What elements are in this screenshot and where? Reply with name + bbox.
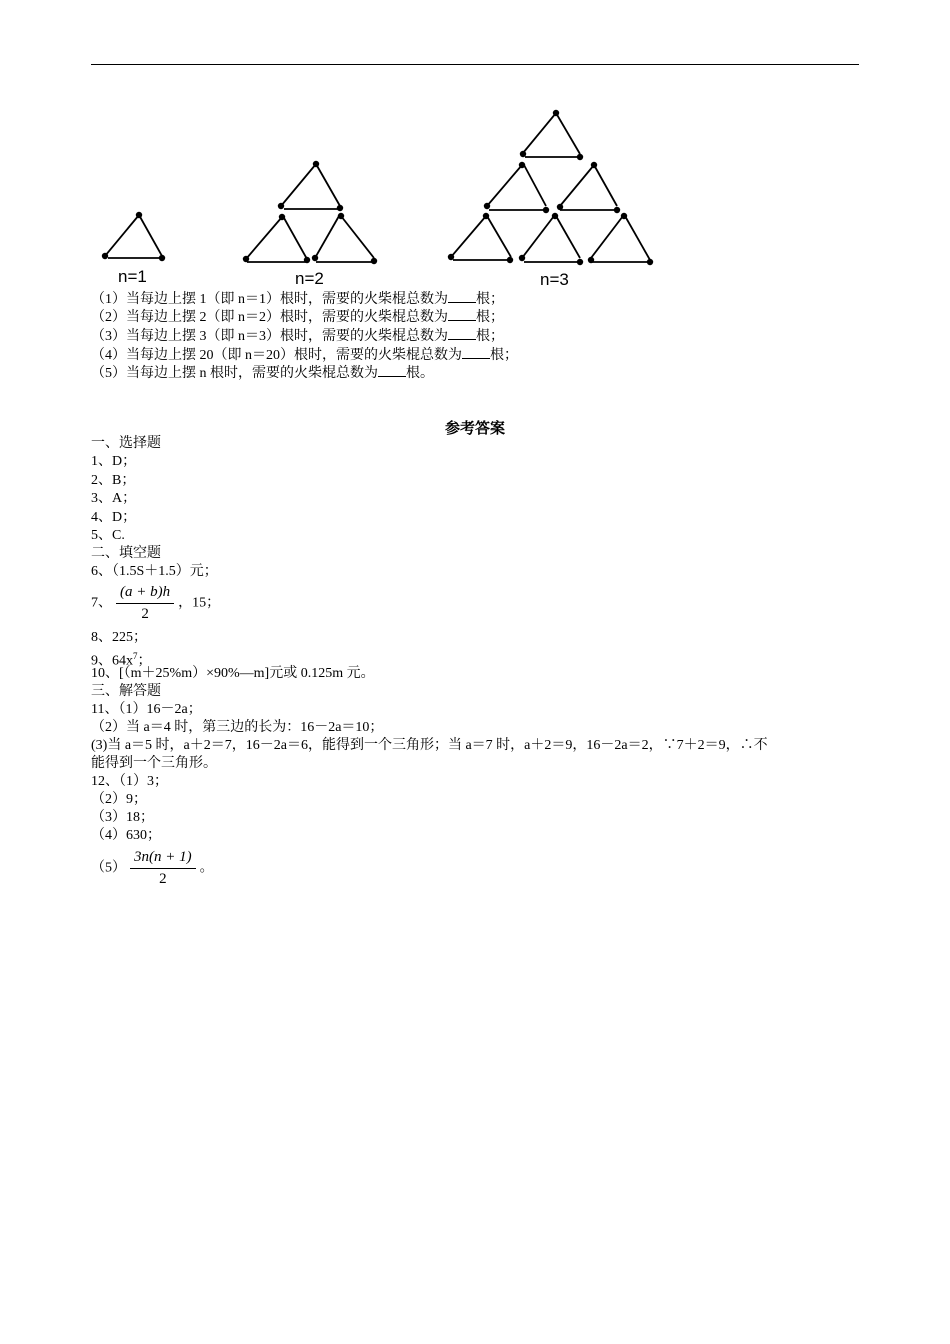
answer-11-3: (3)当 a＝5 时，a＋2＝7，16－2a＝6，能得到一个三角形；当 a＝7 时，a＋2＝9，16－2a＝2，∵7＋2＝9，∴不 (91, 738, 768, 753)
answer-11-1: 11、（1）16－2a； (91, 702, 202, 717)
matchstick-triangles-figure (0, 0, 950, 300)
answer-2: 2、B； (91, 473, 136, 488)
answer-8: 8、225； (91, 630, 147, 645)
answer-12-3: （3）18； (91, 810, 154, 825)
answer-3: 3、A； (91, 491, 137, 506)
label-n1: n=1 (118, 267, 147, 286)
answer-12-5: （5） $\frac{3n(n + 1)}{2}$ 。 (91, 849, 214, 887)
triangle-n2 (246, 164, 374, 262)
label-n3: n=3 (540, 270, 569, 289)
answer-9: 9、$64x^7$； (91, 651, 152, 669)
answer-11-2: （2）当 a＝4 时，第三边的长为：16－2a＝10； (91, 720, 384, 735)
answer-12-1: 12、（1）3； (91, 774, 168, 789)
answer-4: 4、D； (91, 510, 137, 525)
question-4: （4）当每边上摆 20（即 n＝20）根时，需要的火柴棍总数为 根； (91, 345, 518, 365)
fraction-trapezoid-area: $\frac{(a + b)h}{2}$ (116, 583, 174, 624)
question-5: （5）当每边上摆 n 根时，需要的火柴棍总数为 根。 (91, 363, 434, 383)
answer-5: 5、C. (91, 528, 125, 543)
answer-1: 1、D； (91, 454, 137, 469)
answer-12-2: （2）9； (91, 792, 147, 807)
answer-12-4: （4）630； (91, 828, 161, 843)
answer-7: 7、 $\frac{(a + b)h}{2}$ ，15； (91, 584, 221, 622)
section-choice: 一、选择题 (91, 436, 161, 451)
answer-11-3-cont: 能得到一个三角形。 (91, 756, 217, 771)
label-n2: n=2 (295, 269, 324, 288)
answer-6: 6、（1.5S＋1.5）元； (91, 564, 218, 579)
answer-10: 10、[（m＋25%m）×90%—m]元或 0.125m 元。 (91, 666, 375, 681)
fraction-total-matches: $\frac{3n(n + 1)}{2}$ (130, 848, 196, 889)
answers-title: 参考答案 (444, 421, 505, 437)
section-fill: 二、填空题 (91, 546, 161, 561)
question-3: （3）当每边上摆 3（即 n＝3）根时，需要的火柴棍总数为 根； (91, 326, 504, 346)
question-1: （1）当每边上摆 1（即 n＝1）根时，需要的火柴棍总数为 根； (91, 289, 504, 309)
triangle-n1 (105, 215, 162, 258)
triangle-n3 (451, 113, 650, 262)
question-2: （2）当每边上摆 2（即 n＝2）根时，需要的火柴棍总数为 根； (91, 307, 504, 327)
section-solve: 三、解答题 (91, 684, 161, 699)
